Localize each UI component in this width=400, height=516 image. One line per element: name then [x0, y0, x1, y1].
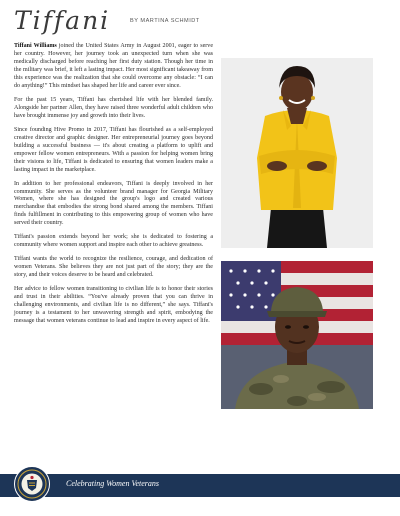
paragraph-advice: Her advice to fellow women transitioning to civilian life is to honor their stories and trust in their abilities. “You've already proven that you can thrive in challenging environments, and civilian life is no different,” she says. Tiffani's journey is a testament to her unwavering strength and spirit, embodying the message that women veterans continue to lead and inspire in every aspect of life.: [14, 286, 213, 325]
paragraph-passion: Tiffani's passion extends beyond her work; she is dedicated to fostering a community where women support and inspire each other to achieve greatness.: [14, 234, 213, 249]
paragraph-intro-text: joined the United States Army in August 2001, eager to serve her country. However, her journey took an unexpected turn when she was medically discharged before reaching her first duty station. Though her time in the military was brief, it left a lasting impact. Her most significant takeaway from this experience was the realization that she could overcome any obstacle: “I can do anything!” This mindset has shaped her life and career ever since.: [14, 43, 213, 89]
paragraph-community: In addition to her professional endeavors, Tiffani is deeply involved in her community. She serves as the volunteer brand manager for Georgia Military Women, where she has designed the group's logo and created various merchandise that embodies the strong bond shared among the members. Tiffani finds fulfillment in contributing to this empowering group of women who have served their country.: [14, 180, 213, 227]
portrait-photo: [221, 58, 373, 248]
article-header: [14, 6, 394, 36]
portrait-illustration: [221, 58, 373, 248]
paragraph-family: For the past 15 years, Tiffani has cherished life with her blended family. Alongside her partner Allen, they have raised three wonderful adult children who have brought immense joy and growth into their lives.: [14, 96, 213, 119]
byline: BY MARTINA SCHMIDT: [130, 18, 200, 24]
article-body: [14, 43, 213, 332]
article-title: Tiffani: [14, 6, 111, 35]
subject-name: Tiffani Williams: [14, 43, 57, 49]
army-seal-icon: [14, 466, 50, 502]
military-portrait-illustration: [221, 261, 373, 409]
military-portrait-photo: [221, 261, 373, 409]
paragraph-intro: [14, 43, 213, 91]
footer-band: [0, 474, 400, 497]
paragraph-business: Since founding Hive Promo in 2017, Tiffani has flourished as a self-employed creative director and graphic designer. Her entrepreneurial journey goes beyond building a successful business — it's about creating a platform to uplift and empower fellow women entrepreneurs. With a passion for helping women bring their visions to life, Tiffani is dedicated to ensuring that women leaders make a lasting impact in the marketplace.: [14, 126, 213, 173]
footer-tagline: Celebrating Women Veterans: [66, 479, 160, 488]
paragraph-recognition: Tiffani wants the world to recognize the resilience, courage, and dedication of women Veterans. She believes they are not just part of the story; they are the story, and their voices deserve to be heard and celebrated.: [14, 256, 213, 279]
